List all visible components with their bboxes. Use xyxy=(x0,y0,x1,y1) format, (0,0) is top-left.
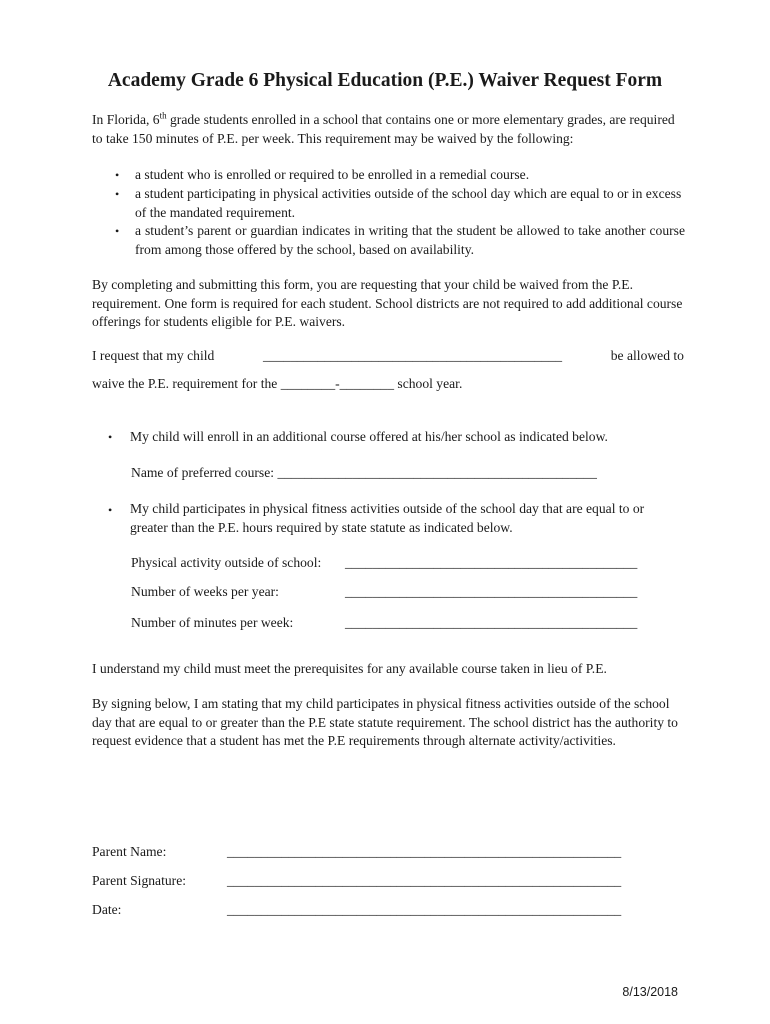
waiver-condition-3: a student’s parent or guardian indicates in writing that the student be allowed to take another course from among those offered by the school, based on availability. xyxy=(135,223,685,257)
preferred-course-label: Name of preferred course: xyxy=(131,465,278,480)
parent-signature-label: Parent Signature: xyxy=(92,873,187,888)
option-additional-course: My child will enroll in an additional course offered at his/her school as indicated below. xyxy=(130,429,608,444)
request-line-1 xyxy=(92,347,684,366)
bullet-icon: • xyxy=(115,168,120,182)
parent-name-label: Parent Name: xyxy=(92,844,167,859)
preferred-course-field[interactable] xyxy=(131,464,597,483)
waiver-condition-1: a student who is enrolled or required to be enrolled in a remedial course. xyxy=(135,167,530,182)
parent-signature-field[interactable]: __________________________________________________________ xyxy=(227,873,622,888)
intro-paragraph xyxy=(92,111,684,148)
weeks-per-year-label: Number of weeks per year: xyxy=(131,584,279,599)
intro-superscript: th xyxy=(159,110,167,121)
request-line-1-end: be allowed to xyxy=(610,348,684,363)
form-title: Academy Grade 6 Physical Education (P.E.) Waiver Request Form xyxy=(107,70,663,91)
school-year-line[interactable]: waive the P.E. requirement for the ________-________ school year. xyxy=(92,376,463,391)
submission-note: By completing and submitting this form, you are requesting that your child be waived from the P.E. requirement. One form is required for each student. School districts are not required to add additional course offerings for students eligible for P.E. waivers. xyxy=(92,277,683,329)
bullet-icon: • xyxy=(108,503,113,517)
bullet-icon: • xyxy=(115,187,120,201)
date-field[interactable]: __________________________________________________________ xyxy=(227,902,622,917)
request-line-1-text: I request that my child xyxy=(92,348,215,363)
prerequisites-statement: I understand my child must meet the prerequisites for any available course taken in lieu of P.E. xyxy=(92,661,607,676)
footer-date: 8/13/2018 xyxy=(622,985,678,999)
bullet-icon: • xyxy=(115,224,120,238)
option-outside-activity: My child participates in physical fitness activities outside of the school day that are equal to or greater than the P.E. hours required by state statute as indicated below. xyxy=(130,501,645,535)
parent-name-field[interactable]: __________________________________________________________ xyxy=(227,844,622,859)
physical-activity-field[interactable]: ___________________________________________ xyxy=(345,555,638,570)
physical-activity-label: Physical activity outside of school: xyxy=(131,555,322,570)
waiver-condition-2: a student participating in physical activities outside of the school day which are equal to or in excess of the mandated requirement. xyxy=(135,186,682,220)
child-name-field[interactable]: ____________________________________________ xyxy=(263,348,563,363)
weeks-per-year-field[interactable]: ___________________________________________ xyxy=(345,584,638,599)
minutes-per-week-label: Number of minutes per week: xyxy=(131,615,294,630)
date-label: Date: xyxy=(92,902,122,917)
bullet-icon: • xyxy=(108,430,113,444)
minutes-per-week-field[interactable]: ___________________________________________ xyxy=(345,615,638,630)
preferred-course-line[interactable]: _______________________________________________ xyxy=(277,465,597,480)
signing-statement: By signing below, I am stating that my child participates in physical fitness activities outside of the school day that are equal to or greater than the P.E state statute requirement. The school district has the authority to request evidence that a student has met the P.E requirements through alternate activity/activities. xyxy=(92,696,678,748)
intro-text-end: grade students enrolled in a school that contains one or more elementary grades, are required to take 150 minutes of P.E. per week. This requirement may be waived by the following: xyxy=(92,112,675,146)
intro-text-start: In Florida, 6 xyxy=(92,112,160,127)
